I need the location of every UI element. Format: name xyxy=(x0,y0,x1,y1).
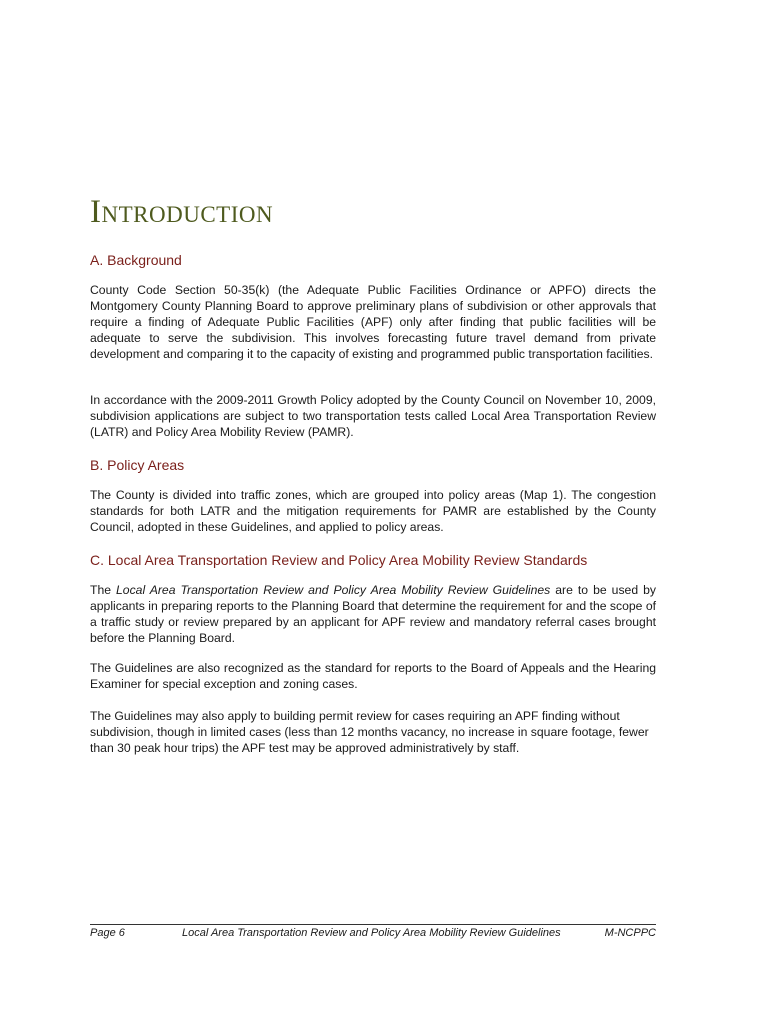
section-c-paragraph-3: The Guidelines may also apply to building permit review for cases requiring an APF finding without subdivision, though in limited cases (less than 12 months vacancy, no increase in square footage, fewer than 30 peak hour trips) the APF test may be approved administratively by staff. xyxy=(90,709,649,755)
footer-organization: M-NCPPC xyxy=(604,927,656,939)
section-c-paragraph-2-block xyxy=(90,660,656,692)
section-b-heading: B. Policy Areas xyxy=(90,457,185,473)
section-a-paragraph-1-block xyxy=(90,282,656,362)
section-a-heading-block xyxy=(90,251,656,269)
section-c-paragraph-1 xyxy=(90,582,656,646)
section-a-paragraph-1: County Code Section 50-35(k) (the Adequate Public Facilities Ordinance or APFO) directs the Montgomery County Planning Board to approve preliminary plans of subdivision or other approvals that require a finding of Adequate Public Facilities (APF) only after finding that public facilities will be adequate to serve the subdivision. This involves forecasting future travel demand from private development and comparing it to the capacity of existing and programmed public transportation facilities. xyxy=(90,283,656,361)
section-a-paragraph-2-block xyxy=(90,392,656,440)
section-c-paragraph-1-rest: are to be used by applicants in preparing reports to the Planning Board that determine the requirement for and the scope of a traffic study or review prepared by an applicant for APF review and mandatory referral cases brought before the Planning Board. xyxy=(90,583,656,645)
section-b-paragraph-1-block xyxy=(90,487,656,535)
section-c-heading-block xyxy=(90,551,656,569)
section-b-heading-block xyxy=(90,456,656,474)
footer-document-title: Local Area Transportation Review and Policy Area Mobility Review Guidelines xyxy=(182,927,561,939)
section-a-heading: A. Background xyxy=(90,252,182,268)
footer-divider xyxy=(90,924,656,925)
section-b-paragraph-1: The County is divided into traffic zones, which are grouped into policy areas (Map 1). The congestion standards for both LATR and the mitigation requirements for PAMR are established by the County Council, adopted in these Guidelines, and applied to policy areas. xyxy=(90,488,656,534)
section-c-paragraph-1-lead: The xyxy=(90,583,117,597)
section-a-paragraph-2: In accordance with the 2009-2011 Growth Policy adopted by the County Council on November 10, 2009, subdivision applications are subject to two transportation tests called Local Area Transportation Review (LATR) and Policy Area Mobility Review (PAMR). xyxy=(90,393,656,439)
guidelines-title-reference: Local Area Transportation Review and Policy Area Mobility Review Guidelines xyxy=(116,583,551,597)
section-c-paragraph-2: The Guidelines are also recognized as the standard for reports to the Board of Appeals and the Hearing Examiner for special exception and zoning cases. xyxy=(90,661,656,691)
section-c-heading: C. Local Area Transportation Review and Policy Area Mobility Review Standards xyxy=(90,552,588,568)
section-c-paragraph-1-block xyxy=(90,582,656,646)
footer-page-number: Page 6 xyxy=(90,927,125,939)
page-title: Introduction xyxy=(90,194,274,230)
section-c-paragraph-3-block xyxy=(90,708,656,756)
